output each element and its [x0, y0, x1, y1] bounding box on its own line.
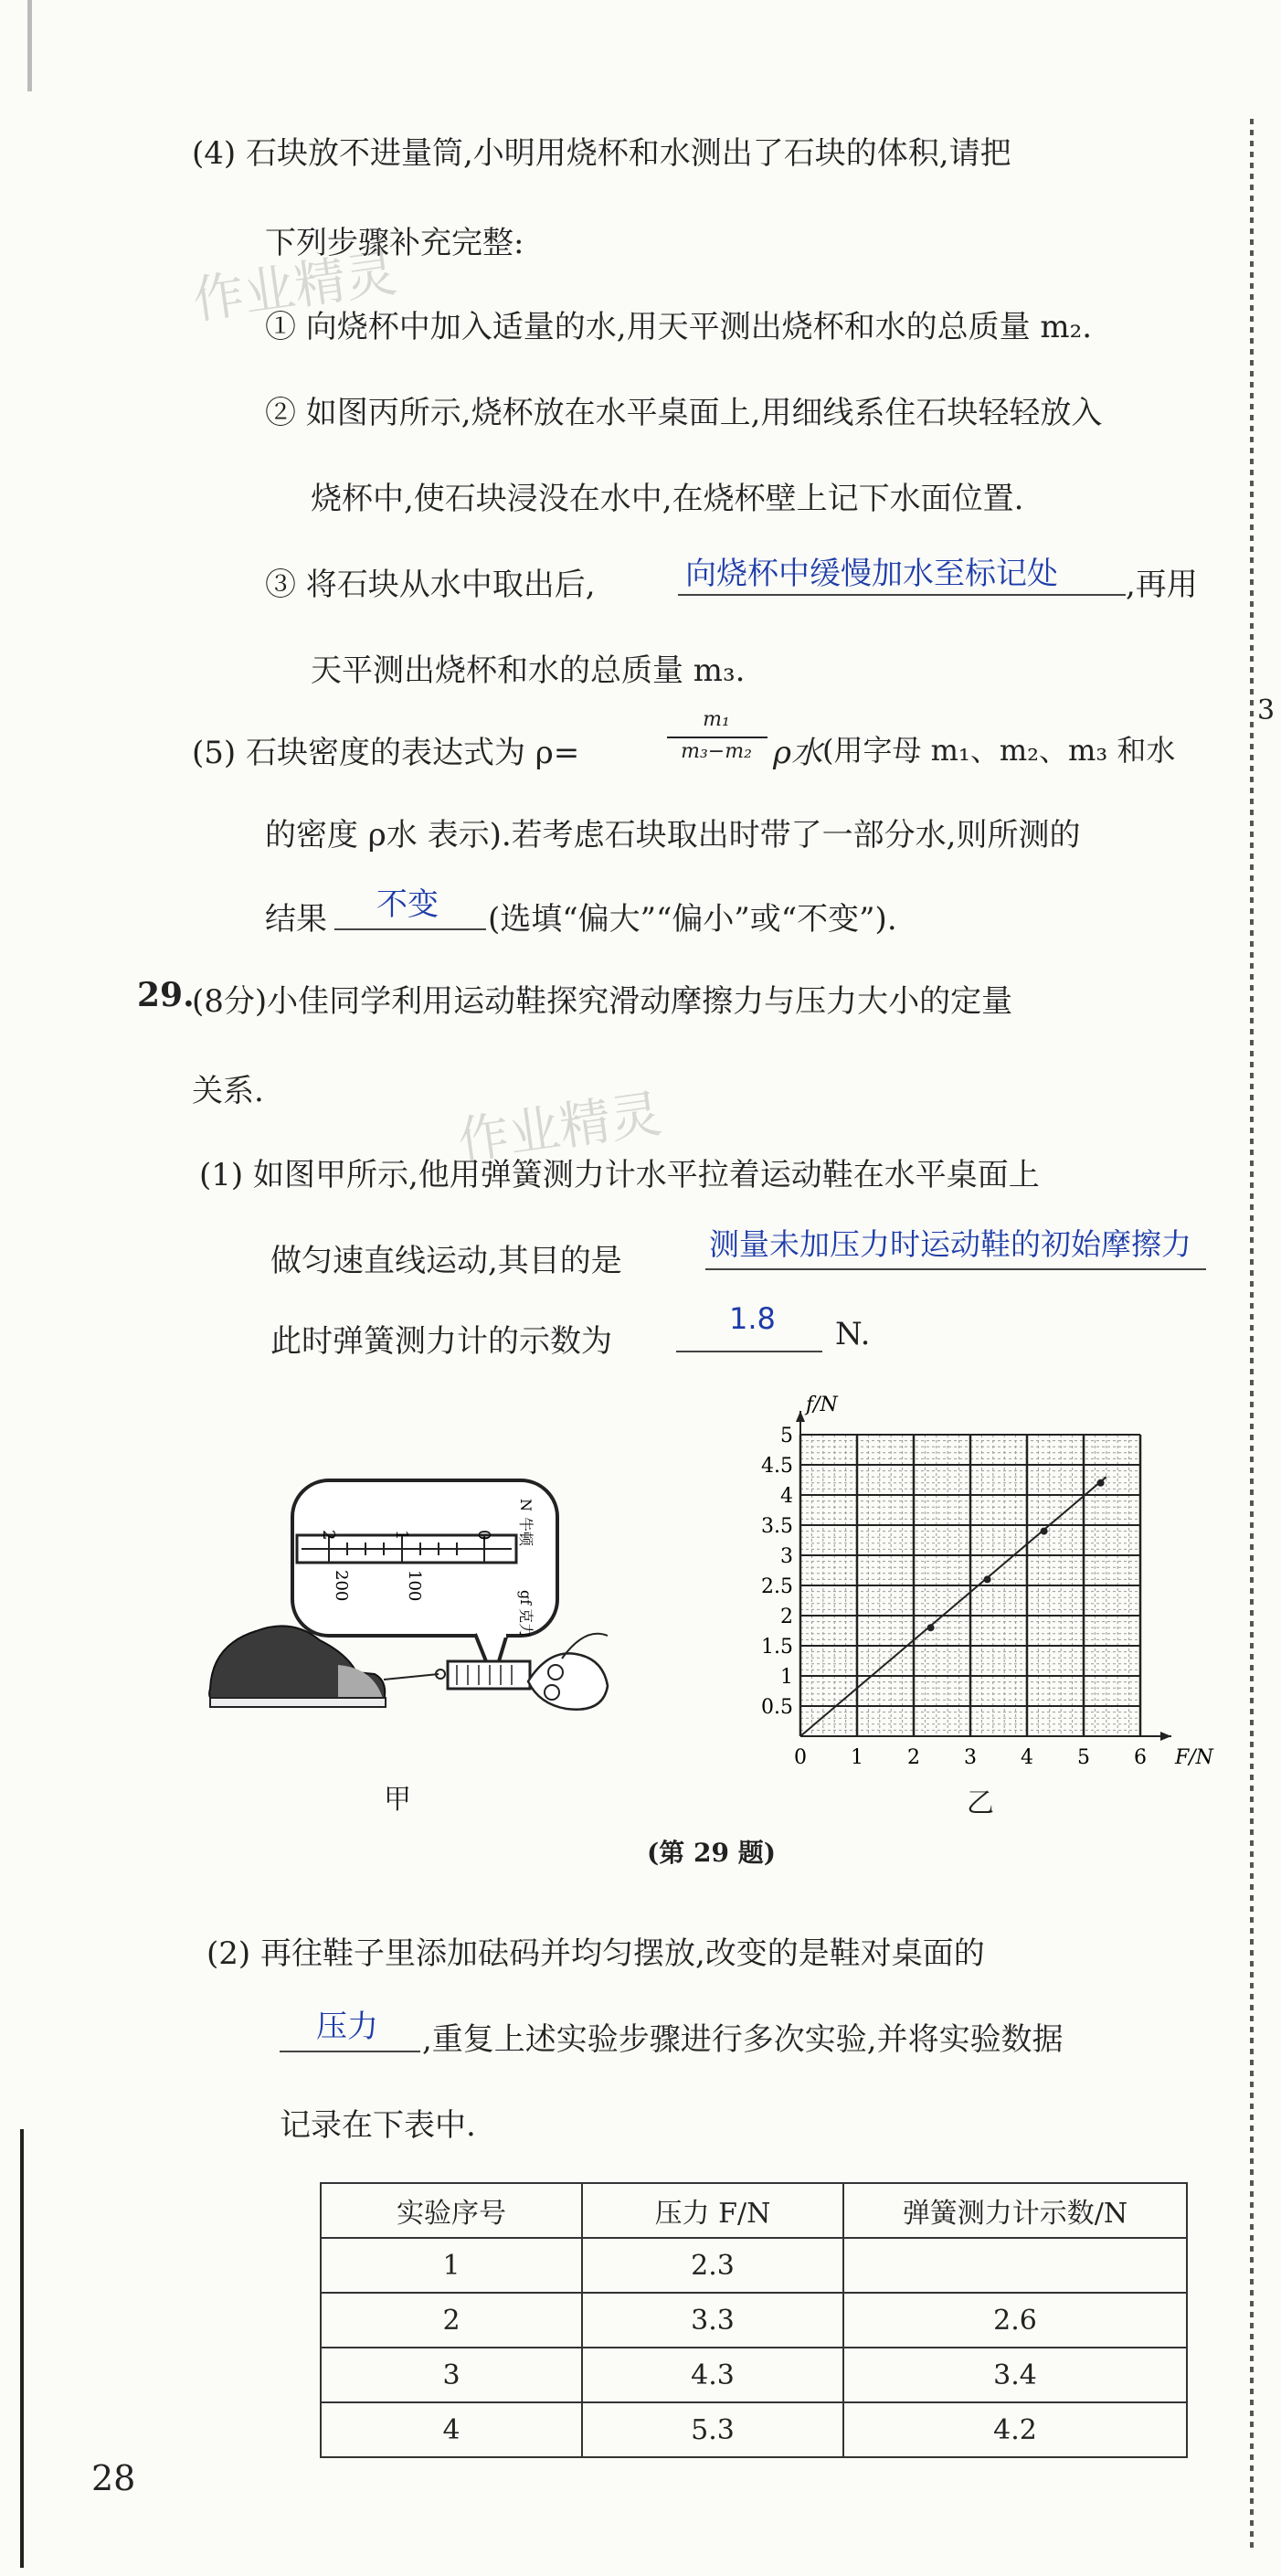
data-point	[1041, 1528, 1048, 1535]
hand-icon	[528, 1653, 608, 1709]
q28-step1: ① 向烧杯中加入适量的水,用天平测出烧杯和水的总质量 m₂.	[265, 309, 1093, 345]
q28-step2-line1: ② 如图丙所示,烧杯放在水平桌面上,用细线系住石块轻轻放入	[265, 395, 1103, 431]
scan-edge-top	[27, 0, 32, 91]
x-tick-label: 1	[851, 1746, 863, 1769]
x-tick-label: 0	[794, 1746, 807, 1769]
figure-label-yi: 乙	[967, 1787, 994, 1819]
q29-p1-answer: 测量未加压力时运动鞋的初始摩擦力	[709, 1226, 1191, 1262]
y-tick-label: 3.5	[761, 1515, 793, 1538]
gauge-tick-top: 1	[392, 1530, 411, 1541]
y-tick-label: 1.5	[761, 1636, 793, 1659]
binding-dashes	[1250, 119, 1254, 2549]
gauge-unit-top-cn: 牛顿	[517, 1517, 535, 1547]
figure-jia	[201, 1462, 676, 1736]
table-cell: 1	[321, 2238, 582, 2293]
gauge-tick-bottom: 100	[405, 1570, 424, 1602]
spring-scale-icon	[448, 1661, 530, 1689]
q28-p5-denominator: m₃−m₂	[681, 740, 752, 763]
q29-p2-line2: ,重复上述实验步骤进行多次实验,并将实验数据	[422, 2021, 1064, 2058]
q28-p5-suffix: (用字母 m₁、m₂、m₃ 和水	[822, 733, 1176, 768]
gauge-unit-top: N	[517, 1499, 535, 1511]
table-cell: 2	[321, 2293, 582, 2348]
table-cell: 3.4	[843, 2348, 1187, 2402]
y-tick-label: 5	[780, 1425, 793, 1447]
y-tick-label: 2	[780, 1606, 793, 1628]
figure-caption: (第 29 题)	[647, 1838, 776, 1868]
table-cell: 3.3	[582, 2293, 843, 2348]
gauge-unit-bottom: gf	[517, 1590, 535, 1606]
x-tick-label: 4	[1021, 1746, 1033, 1769]
table-cell	[843, 2238, 1187, 2293]
q28-p5-line2: 的密度 ρ水 表示).若考虑石块取出时带了一部分水,则所测的	[265, 817, 1081, 853]
trend-line	[800, 1477, 1106, 1736]
x-axis-label: F/N	[1175, 1746, 1213, 1769]
q28-step3-answer: 向烧杯中缓慢加水至标记处	[685, 556, 1058, 592]
y-tick-label: 0.5	[761, 1696, 793, 1719]
q28-p4-line1: (4) 石块放不进量筒,小明用烧杯和水测出了石块的体积,请把	[192, 135, 1011, 172]
watermark: 作业精灵	[454, 1084, 666, 1172]
gauge-tick-top: 0	[474, 1530, 493, 1541]
y-tick-label: 1	[780, 1666, 793, 1689]
q28-p4-line2: 下列步骤补充完整:	[265, 225, 524, 261]
x-tick-label: 3	[964, 1746, 977, 1769]
table-cell: 5.3	[582, 2402, 843, 2457]
gauge-tick-bottom: 200	[332, 1570, 351, 1602]
data-point	[1097, 1479, 1105, 1487]
q29-number: 29.	[137, 976, 195, 1014]
y-tick-label: 3	[780, 1545, 793, 1568]
table-row	[321, 2238, 1187, 2293]
y-tick-label: 4.5	[761, 1455, 793, 1478]
y-tick-label: 2.5	[761, 1575, 793, 1598]
q29-line2: 关系.	[192, 1073, 264, 1109]
gauge-tick-top: 2	[319, 1530, 338, 1541]
table-cell: 4.3	[582, 2348, 843, 2402]
q29-p1-line3: 此时弹簧测力计的示数为	[270, 1323, 612, 1360]
q28-step3-line2: 天平测出烧杯和水的总质量 m₃.	[311, 652, 746, 689]
x-tick-label: 2	[907, 1746, 920, 1769]
q28-p5-answer: 不变	[376, 886, 439, 923]
q29-p1-unit: N.	[835, 1316, 871, 1352]
table-cell: 2.6	[843, 2293, 1187, 2348]
q29-p2-line1: (2) 再往鞋子里添加砝码并均匀摆放,改变的是鞋对桌面的	[206, 1935, 985, 1972]
scan-edge-bottom	[20, 2129, 24, 2568]
gauge-unit-bottom-cn: 克力	[517, 1608, 535, 1638]
q28-p5-prefix: (5) 石块密度的表达式为 ρ=	[192, 735, 580, 771]
figure-label-jia: 甲	[384, 1784, 411, 1816]
table-cell: 3	[321, 2348, 582, 2402]
q28-p5-numerator: m₁	[703, 708, 730, 731]
q28-p5-line3-b: (选填“偏大”“偏小”或“不变”).	[488, 901, 897, 938]
margin-mark: 3	[1257, 694, 1276, 726]
q29-p1-answer2: 1.8	[729, 1301, 776, 1336]
table-row	[321, 2293, 1187, 2348]
table-header: 弹簧测力计示数/N	[843, 2183, 1187, 2238]
y-tick-label: 4	[780, 1485, 793, 1508]
table-header: 实验序号	[321, 2183, 582, 2238]
q29-p2-line3: 记录在下表中.	[280, 2107, 476, 2144]
y-axis-label: f/N	[806, 1394, 838, 1416]
data-point	[927, 1624, 935, 1631]
x-axis-arrow	[1160, 1732, 1171, 1741]
table-cell: 4	[321, 2402, 582, 2457]
q29-line1: (8分)小佳同学利用运动鞋探究滑动摩擦力与压力大小的定量	[192, 983, 1013, 1020]
q29-p2-answer: 压力	[316, 2009, 378, 2045]
x-tick-label: 5	[1077, 1746, 1090, 1769]
q29-p1-line2: 做匀速直线运动,其目的是	[270, 1243, 622, 1279]
shoe-sole	[210, 1698, 386, 1707]
table-header: 压力 F/N	[582, 2183, 843, 2238]
q29-p1-line1: (1) 如图甲所示,他用弹簧测力计水平拉着运动鞋在水平桌面上	[199, 1157, 1040, 1193]
table-row	[321, 2402, 1187, 2457]
fraction-bar	[667, 737, 768, 738]
q28-p5-rho: ρ水	[773, 735, 822, 771]
table-header-row	[321, 2183, 1187, 2238]
watermark: 作业精灵	[189, 243, 401, 332]
q28-step3-line1: ③ 将石块从水中取出后,	[265, 567, 596, 603]
table-cell: 2.3	[582, 2238, 843, 2293]
q28-step3-line1-end: ,再用	[1126, 567, 1198, 603]
q28-p5-line3-a: 结果	[265, 901, 327, 938]
table-row	[321, 2348, 1187, 2402]
pull-string	[384, 1674, 439, 1680]
y-axis-arrow	[796, 1411, 805, 1422]
page-number: 28	[91, 2458, 136, 2498]
data-point	[984, 1575, 991, 1583]
x-tick-label: 6	[1134, 1746, 1147, 1769]
table-cell: 4.2	[843, 2402, 1187, 2457]
figure-yi-chart	[749, 1389, 1243, 1782]
data-table	[320, 2182, 1188, 2458]
q28-step2-line2: 烧杯中,使石块浸没在水中,在烧杯壁上记下水面位置.	[311, 481, 1024, 517]
